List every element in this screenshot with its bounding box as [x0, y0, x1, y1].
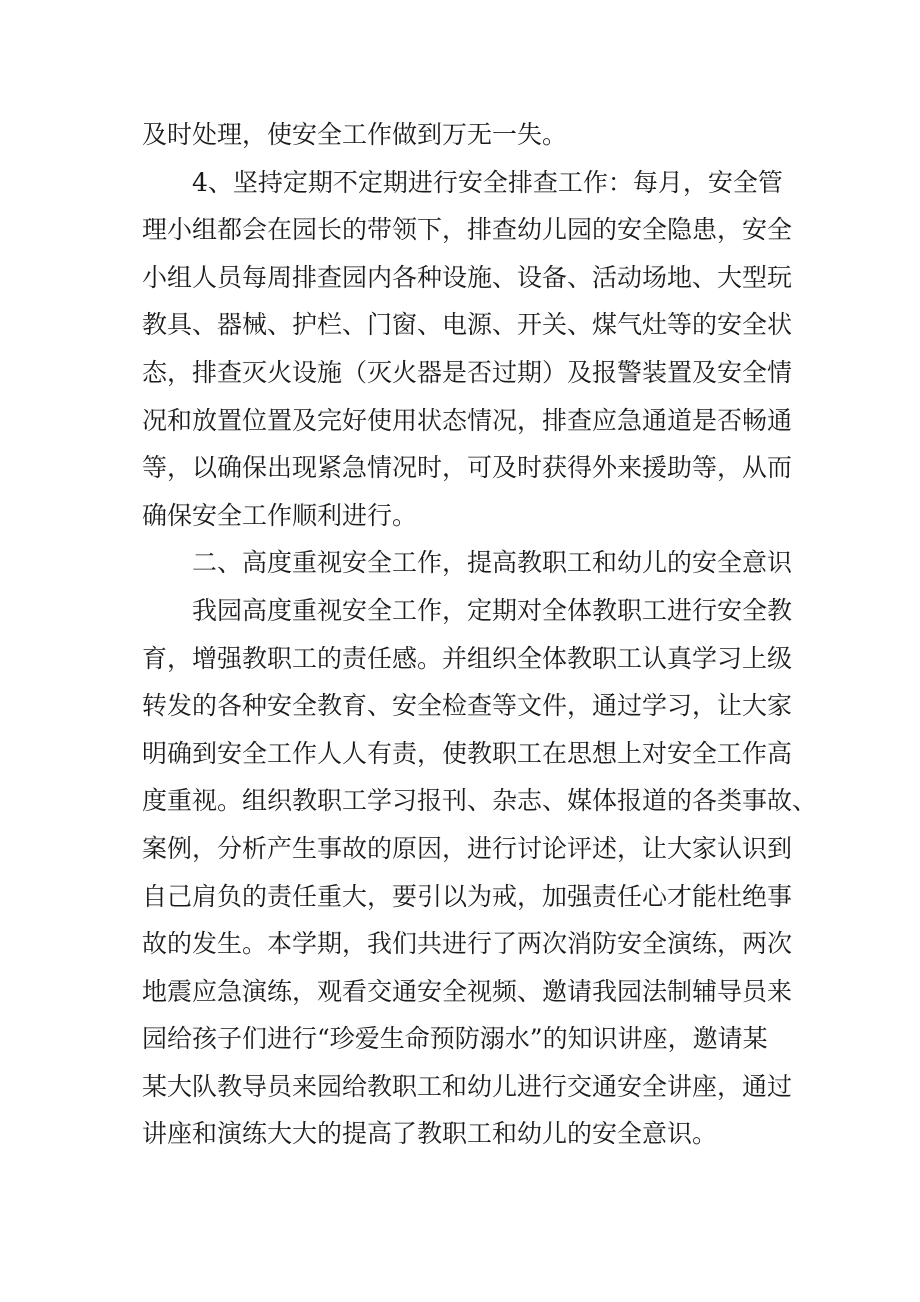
- text-line: 态，排查灭火设施（灭火器是否过期）及报警装置及安全情: [142, 357, 793, 387]
- text-line: 教具、器械、护栏、门窗、电源、开关、煤气灶等的安全状: [142, 310, 793, 340]
- text-line: 明确到安全工作人人有责，使教职工在思想上对安全工作高: [142, 738, 793, 768]
- document-body: [142, 111, 818, 1158]
- text-line: 案例，分析产生事故的原因，进行讨论评述，让大家认识到: [142, 833, 793, 863]
- text-line: 二、高度重视安全工作，提高教职工和幼儿的安全意识: [192, 548, 793, 578]
- text-line: 确保安全工作顺利进行。: [142, 500, 418, 530]
- text-line: 4、坚持定期不定期进行安全排查工作：每月，安全管: [192, 167, 783, 197]
- text-line: 小组人员每周排查园内各种设施、设备、活动场地、大型玩: [142, 262, 793, 292]
- text-line: 度重视。组织教职工学习报刊、杂志、媒体报道的各类事故、: [142, 786, 818, 816]
- text-line: 园给孩子们进行“珍爱生命预防溺水”的知识讲座，邀请某: [142, 1024, 768, 1054]
- text-line: 我园高度重视安全工作，定期对全体教职工进行安全教: [192, 595, 793, 625]
- text-line: 讲座和演练大大的提高了教职工和幼儿的安全意识。: [142, 1119, 718, 1149]
- text-line: 等，以确保出现紧急情况时，可及时获得外来援助等，从而: [142, 453, 793, 483]
- text-line: 故的发生。本学期，我们共进行了两次消防安全演练，两次: [142, 929, 793, 959]
- text-line: 况和放置位置及完好使用状态情况，排查应急通道是否畅通: [142, 405, 793, 435]
- text-line: 及时处理，使安全工作做到万无一失。: [142, 120, 568, 149]
- text-line: 理小组都会在园长的带领下，排查幼儿园的安全隐患，安全: [142, 215, 793, 245]
- text-line: 某大队教导员来园给教职工和幼儿进行交通安全讲座，通过: [142, 1071, 793, 1101]
- text-line: 地震应急演练，观看交通安全视频、邀请我园法制辅导员来: [142, 976, 793, 1006]
- text-line: 育，增强教职工的责任感。并组织全体教职工认真学习上级: [142, 643, 793, 673]
- text-line: 自己肩负的责任重大，要引以为戒，加强责任心才能杜绝事: [142, 881, 793, 911]
- text-line: 转发的各种安全教育、安全检查等文件，通过学习，让大家: [142, 691, 793, 721]
